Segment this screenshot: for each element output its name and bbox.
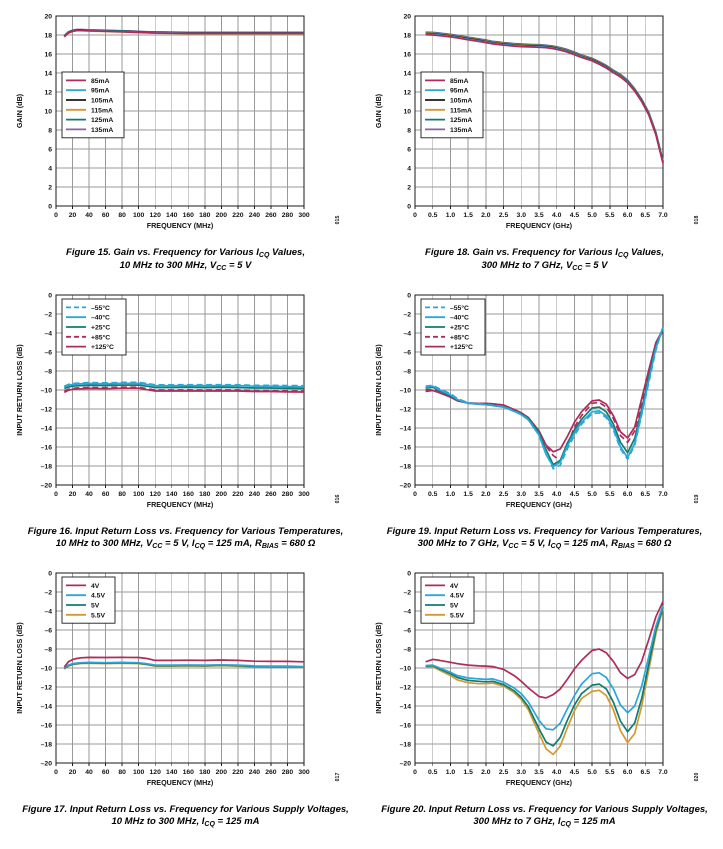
svg-text:2: 2 [407, 184, 411, 192]
svg-text:5.0: 5.0 [587, 769, 597, 776]
svg-text:–4: –4 [403, 330, 411, 338]
svg-text:5.5: 5.5 [605, 212, 615, 219]
svg-text:3.0: 3.0 [516, 491, 527, 498]
legend [62, 72, 124, 138]
figure-19-chart [371, 283, 716, 515]
svg-text:2.0: 2.0 [481, 212, 491, 219]
svg-text:5.0: 5.0 [587, 212, 597, 219]
svg-text:12: 12 [44, 89, 52, 97]
svg-text:60: 60 [101, 212, 110, 219]
svg-text:4.5: 4.5 [569, 769, 580, 776]
svg-text:120: 120 [149, 491, 161, 498]
figure-20 [371, 561, 718, 829]
svg-text:140: 140 [166, 769, 178, 776]
svg-text:0.5: 0.5 [427, 769, 438, 776]
svg-text:200: 200 [215, 491, 228, 498]
legend-label: +85°C [91, 334, 111, 342]
svg-text:3.0: 3.0 [516, 212, 527, 219]
svg-text:–2: –2 [403, 589, 411, 597]
svg-text:6.0: 6.0 [622, 491, 633, 498]
figure-17 [12, 561, 359, 829]
caption-line: 10 MHz to 300 MHz, VCC = 5 V [119, 260, 252, 272]
caption-line: Figure 15. Gain vs. Frequency for Various ICQ Values, [66, 247, 305, 259]
legend-label: 125mA [91, 117, 114, 125]
svg-text:5.5: 5.5 [605, 769, 615, 776]
figure-17-caption [12, 804, 359, 829]
svg-text:0: 0 [407, 292, 411, 300]
svg-text:200: 200 [215, 212, 228, 219]
svg-text:–8: –8 [44, 368, 52, 376]
svg-text:0: 0 [54, 212, 58, 219]
figure-19-caption [371, 526, 718, 551]
legend [62, 299, 126, 355]
y-axis-title: INPUT RETURN LOSS (dB) [15, 622, 24, 714]
svg-text:0: 0 [413, 491, 417, 498]
svg-text:220: 220 [232, 769, 244, 776]
svg-text:–6: –6 [44, 627, 52, 635]
svg-text:0: 0 [407, 570, 411, 578]
caption-line: Figure 18. Gain vs. Frequency for Various ICQ Values, [425, 247, 664, 259]
svg-text:0: 0 [413, 769, 417, 776]
svg-text:6.5: 6.5 [640, 212, 651, 219]
svg-text:–8: –8 [403, 646, 411, 654]
legend-label: 115mA [91, 107, 113, 115]
svg-text:–12: –12 [399, 406, 411, 414]
legend-label: 5.5V [450, 612, 464, 620]
svg-text:6.5: 6.5 [640, 769, 651, 776]
caption-line: 300 MHz to 7 GHz, VCC = 5 V [481, 260, 608, 272]
legend-label: –40°C [91, 314, 110, 322]
svg-text:–16: –16 [399, 722, 411, 730]
svg-text:2.0: 2.0 [481, 491, 491, 498]
caption-line: Figure 16. Input Return Loss vs. Frequency for Various Temperatures, [27, 526, 344, 537]
svg-text:–4: –4 [44, 330, 52, 338]
svg-text:300: 300 [298, 212, 310, 219]
svg-text:20: 20 [44, 13, 52, 21]
svg-text:0: 0 [407, 203, 411, 211]
y-axis-title: INPUT RETURN LOSS (dB) [374, 344, 383, 436]
svg-text:200: 200 [215, 769, 228, 776]
svg-text:–12: –12 [40, 406, 52, 414]
svg-text:100: 100 [132, 769, 145, 776]
svg-text:0.5: 0.5 [427, 491, 438, 498]
x-tick-labels [54, 212, 310, 219]
svg-text:–12: –12 [40, 684, 52, 692]
y-axis-title: INPUT RETURN LOSS (dB) [15, 344, 24, 436]
svg-text:–4: –4 [44, 608, 52, 616]
figure-16-caption [12, 526, 359, 551]
svg-text:1.0: 1.0 [445, 212, 456, 219]
svg-text:8: 8 [407, 127, 411, 135]
svg-text:14: 14 [403, 70, 411, 78]
svg-text:220: 220 [232, 491, 244, 498]
svg-text:10: 10 [44, 108, 52, 116]
legend-label: –55°C [91, 304, 110, 312]
x-axis-title: FREQUENCY (MHz) [146, 500, 214, 509]
figure-16 [12, 283, 359, 551]
x-axis-title: FREQUENCY (MHz) [146, 221, 214, 230]
legend-label: 4V [91, 582, 100, 590]
figure-17-chart [12, 561, 357, 793]
svg-text:120: 120 [149, 769, 161, 776]
legend-label: 125mA [450, 117, 473, 125]
svg-text:1.0: 1.0 [445, 491, 456, 498]
series-lines [64, 30, 304, 37]
svg-text:–6: –6 [44, 349, 52, 357]
svg-text:6.5: 6.5 [640, 491, 651, 498]
svg-text:280: 280 [281, 769, 294, 776]
x-tick-labels [413, 212, 668, 219]
legend-label: 4V [450, 582, 459, 590]
legend-label: 105mA [91, 97, 114, 105]
svg-text:–18: –18 [399, 741, 411, 749]
svg-text:20: 20 [68, 769, 77, 776]
svg-text:240: 240 [248, 769, 261, 776]
svg-text:18: 18 [44, 32, 52, 40]
svg-text:–16: –16 [399, 444, 411, 452]
legend [421, 72, 483, 138]
caption-line: Figure 20. Input Return Loss vs. Frequency for Various Supply Voltages, [381, 804, 708, 815]
svg-text:80: 80 [118, 769, 126, 776]
svg-text:4.5: 4.5 [569, 491, 580, 498]
svg-text:–20: –20 [399, 760, 411, 768]
legend-label: –55°C [450, 304, 469, 312]
legend-label: 95mA [450, 87, 469, 95]
x-axis-title: FREQUENCY (MHz) [146, 778, 214, 787]
caption-line: 300 MHz to 7 GHz, VCC = 5 V, ICQ = 125 mA, RBIAS = 680 Ω [417, 538, 672, 550]
svg-text:4.5: 4.5 [569, 212, 580, 219]
svg-text:0: 0 [54, 491, 58, 498]
legend-label: 4.5V [450, 592, 464, 600]
svg-text:260: 260 [265, 769, 277, 776]
svg-text:–14: –14 [399, 703, 411, 711]
svg-text:16: 16 [403, 51, 411, 59]
svg-text:1.5: 1.5 [463, 212, 473, 219]
svg-text:7.0: 7.0 [658, 769, 668, 776]
svg-text:300: 300 [298, 491, 310, 498]
svg-text:3.5: 3.5 [534, 769, 544, 776]
x-axis-title: FREQUENCY (GHz) [505, 778, 573, 787]
svg-text:4.0: 4.0 [551, 212, 562, 219]
legend [62, 577, 115, 623]
x-axis-title: FREQUENCY (GHz) [505, 500, 573, 509]
legend-label: 135mA [91, 126, 114, 134]
svg-text:0: 0 [48, 570, 52, 578]
svg-text:180: 180 [199, 491, 211, 498]
y-axis-title: INPUT RETURN LOSS (dB) [374, 622, 383, 714]
svg-text:3.5: 3.5 [534, 212, 544, 219]
figure-18 [371, 4, 718, 273]
svg-text:100: 100 [132, 212, 145, 219]
legend-label: 115mA [450, 107, 472, 115]
svg-text:–14: –14 [40, 425, 52, 433]
svg-text:180: 180 [199, 212, 211, 219]
svg-text:140: 140 [166, 212, 178, 219]
legend-label: +125°C [450, 344, 473, 352]
caption-line: 300 MHz to 7 GHz, ICQ = 125 mA [473, 816, 616, 828]
svg-text:–2: –2 [44, 589, 52, 597]
svg-text:6: 6 [48, 146, 52, 154]
svg-text:–4: –4 [403, 608, 411, 616]
svg-text:60: 60 [101, 491, 110, 498]
svg-text:1.5: 1.5 [463, 491, 473, 498]
svg-text:20: 20 [403, 13, 411, 21]
svg-text:20: 20 [68, 212, 77, 219]
svg-text:6.0: 6.0 [622, 212, 633, 219]
svg-text:–8: –8 [403, 368, 411, 376]
figure-15-chart [12, 4, 357, 236]
svg-text:0: 0 [54, 769, 58, 776]
svg-text:16: 16 [44, 51, 52, 59]
legend [421, 577, 474, 623]
svg-text:280: 280 [281, 491, 294, 498]
svg-text:180: 180 [199, 769, 211, 776]
y-axis-title: GAIN (dB) [15, 93, 24, 129]
legend-label: 105mA [450, 97, 473, 105]
svg-text:–18: –18 [40, 463, 52, 471]
svg-text:4: 4 [407, 165, 411, 173]
svg-text:2.0: 2.0 [481, 769, 491, 776]
legend-label: –40°C [450, 314, 469, 322]
svg-text:–16: –16 [40, 722, 52, 730]
svg-text:–6: –6 [403, 349, 411, 357]
svg-text:2.5: 2.5 [498, 769, 509, 776]
svg-text:–10: –10 [399, 665, 411, 673]
svg-text:5.5: 5.5 [605, 491, 615, 498]
y-tick-labels [44, 13, 52, 210]
y-axis-title: GAIN (dB) [374, 93, 383, 129]
svg-text:120: 120 [149, 212, 161, 219]
svg-text:–14: –14 [40, 703, 52, 711]
svg-text:3.0: 3.0 [516, 769, 527, 776]
svg-text:2: 2 [48, 184, 52, 192]
svg-text:–6: –6 [403, 627, 411, 635]
svg-text:60: 60 [101, 769, 110, 776]
figure-15-caption [12, 247, 359, 273]
svg-text:–18: –18 [40, 741, 52, 749]
svg-text:260: 260 [265, 212, 277, 219]
legend-label: +85°C [450, 334, 470, 342]
svg-text:6: 6 [407, 146, 411, 154]
svg-text:2.5: 2.5 [498, 491, 509, 498]
figure-15 [12, 4, 359, 273]
svg-text:12: 12 [403, 89, 411, 97]
legend-label: 4.5V [91, 592, 105, 600]
svg-text:260: 260 [265, 491, 277, 498]
legend-label: 135mA [450, 126, 473, 134]
legend [421, 299, 485, 355]
x-axis-title: FREQUENCY (GHz) [505, 221, 573, 230]
figure-code: 017 [335, 772, 341, 782]
legend-label: 95mA [91, 87, 110, 95]
svg-text:–18: –18 [399, 463, 411, 471]
svg-text:4.0: 4.0 [551, 769, 562, 776]
svg-text:–20: –20 [399, 482, 411, 490]
svg-text:18: 18 [403, 32, 411, 40]
y-tick-labels [400, 570, 412, 767]
svg-text:240: 240 [248, 491, 261, 498]
svg-text:160: 160 [182, 491, 194, 498]
svg-text:160: 160 [182, 769, 194, 776]
figure-18-chart [371, 4, 716, 236]
svg-text:160: 160 [182, 212, 194, 219]
svg-text:80: 80 [118, 212, 126, 219]
figure-19 [371, 283, 718, 551]
svg-text:240: 240 [248, 212, 261, 219]
svg-text:2.5: 2.5 [498, 212, 509, 219]
x-tick-labels [54, 491, 310, 498]
x-tick-labels [413, 769, 668, 776]
legend-label: +125°C [91, 344, 114, 352]
svg-text:–20: –20 [40, 482, 52, 490]
y-tick-labels [400, 292, 412, 489]
series-lines [64, 657, 304, 669]
figure-code: 016 [335, 494, 341, 504]
x-tick-labels [54, 769, 310, 776]
svg-text:0: 0 [48, 203, 52, 211]
caption-line: 10 MHz to 300 MHz, VCC = 5 V, ICQ = 125 mA, RBIAS = 680 Ω [55, 538, 316, 550]
svg-text:–10: –10 [399, 387, 411, 395]
svg-text:0: 0 [413, 212, 417, 219]
legend-label: 5V [450, 602, 459, 610]
svg-text:0: 0 [48, 292, 52, 300]
legend-label: 85mA [91, 77, 110, 85]
svg-text:7.0: 7.0 [658, 491, 668, 498]
svg-text:10: 10 [403, 108, 411, 116]
svg-text:–10: –10 [40, 665, 52, 673]
svg-text:100: 100 [132, 491, 145, 498]
svg-text:3.5: 3.5 [534, 491, 544, 498]
figure-20-chart [371, 561, 716, 793]
caption-line: 10 MHz to 300 MHz, ICQ = 125 mA [111, 816, 260, 828]
legend-label: +25°C [450, 324, 470, 332]
y-tick-labels [403, 13, 411, 210]
svg-text:220: 220 [232, 212, 244, 219]
svg-text:280: 280 [281, 212, 294, 219]
y-tick-labels [41, 570, 53, 767]
svg-text:20: 20 [68, 491, 77, 498]
svg-text:5.0: 5.0 [587, 491, 597, 498]
legend-label: 5.5V [91, 612, 105, 620]
svg-text:–12: –12 [399, 684, 411, 692]
svg-text:–20: –20 [40, 760, 52, 768]
svg-text:–10: –10 [40, 387, 52, 395]
legend-label: 5V [91, 602, 100, 610]
series-lines [64, 382, 304, 392]
caption-line: Figure 19. Input Return Loss vs. Frequency for Various Temperatures, [386, 526, 703, 537]
svg-text:0.5: 0.5 [427, 212, 438, 219]
figure-16-chart [12, 283, 357, 515]
x-tick-labels [413, 491, 668, 498]
svg-text:4: 4 [48, 165, 52, 173]
legend-label: 85mA [450, 77, 469, 85]
svg-text:300: 300 [298, 769, 310, 776]
figure-code: 015 [335, 215, 341, 225]
svg-text:–16: –16 [40, 444, 52, 452]
svg-text:14: 14 [44, 70, 52, 78]
svg-text:40: 40 [85, 491, 93, 498]
caption-line: Figure 17. Input Return Loss vs. Frequency for Various Supply Voltages, [22, 804, 349, 815]
y-tick-labels [41, 292, 53, 489]
svg-text:4.0: 4.0 [551, 491, 562, 498]
svg-text:8: 8 [48, 127, 52, 135]
svg-text:–14: –14 [399, 425, 411, 433]
svg-text:–8: –8 [44, 646, 52, 654]
svg-text:1.0: 1.0 [445, 769, 456, 776]
svg-text:7.0: 7.0 [658, 212, 668, 219]
svg-text:1.5: 1.5 [463, 769, 473, 776]
figure-18-caption [371, 247, 718, 273]
legend-label: +25°C [91, 324, 111, 332]
figure-code: 018 [694, 215, 700, 225]
svg-text:–2: –2 [403, 311, 411, 319]
figure-code: 020 [694, 772, 700, 782]
svg-text:–2: –2 [44, 311, 52, 319]
figure-20-caption [371, 804, 718, 829]
svg-text:40: 40 [85, 212, 93, 219]
svg-text:6.0: 6.0 [622, 769, 633, 776]
svg-text:140: 140 [166, 491, 178, 498]
svg-text:80: 80 [118, 491, 126, 498]
figure-code: 019 [694, 494, 700, 504]
svg-text:40: 40 [85, 769, 93, 776]
